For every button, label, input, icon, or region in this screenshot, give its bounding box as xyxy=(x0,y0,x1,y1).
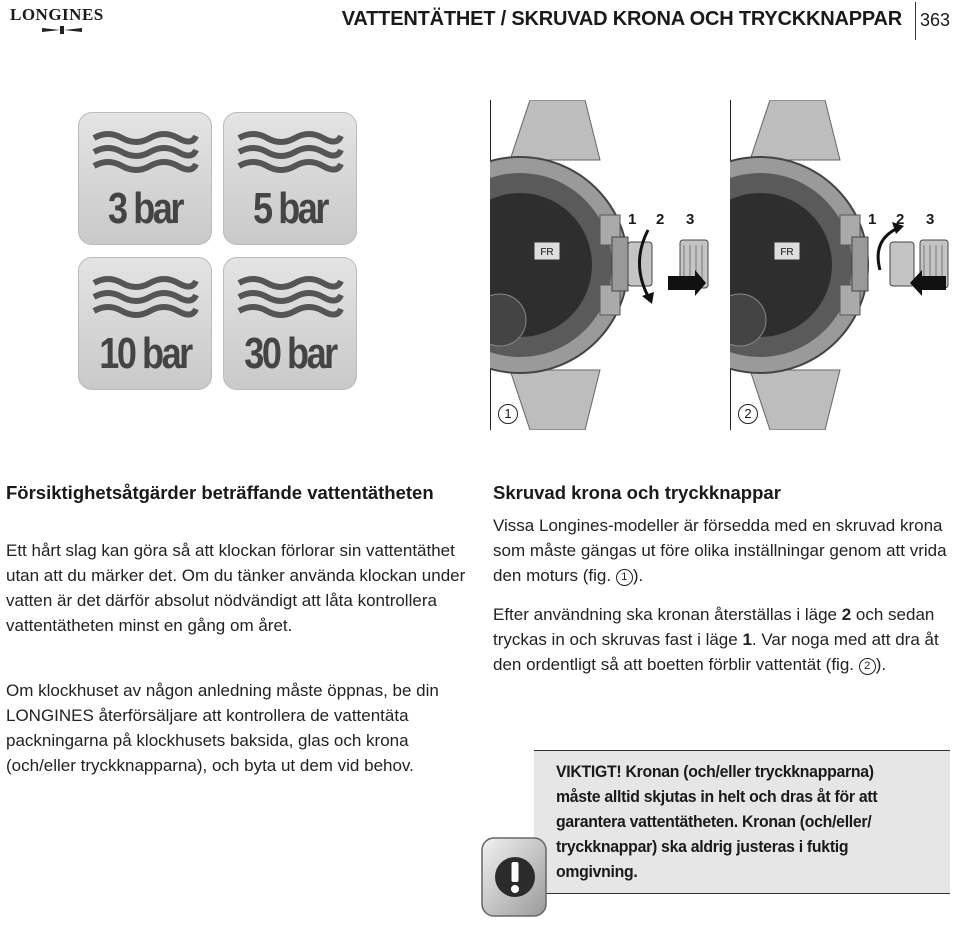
crown-heading: Skruvad krona och tryckknappar xyxy=(493,482,781,503)
figure-ref: 1 xyxy=(616,569,633,586)
position-label: 2 xyxy=(896,211,905,228)
header-divider xyxy=(915,2,916,40)
precautions-paragraph-2: Om klockhuset av någon anledning måste öppnas, be din LONGINES återförsäljare att kontrollera de vattentäta packningarna på klockhusets baksida, glas och krona (och/eller tryckknapparna), och byta ut dem vid behov. xyxy=(6,681,439,775)
wave-icon xyxy=(90,128,200,176)
tile-3-bar xyxy=(78,112,212,245)
winged-hourglass-icon xyxy=(40,25,84,35)
precautions-heading: Försiktighetsåtgärder beträffande vattentätheten xyxy=(6,482,434,503)
watch-illustration xyxy=(490,100,720,430)
position-label: 3 xyxy=(686,211,695,228)
wave-icon xyxy=(90,273,200,321)
brand-name: LONGINES xyxy=(10,5,104,24)
wave-icon xyxy=(235,128,345,176)
crown-paragraph-2: Efter användning ska kronan återställas i läge 2 och sedan tryckas in och skruvas fast i läge 1. Var noga med att dra åt den ordentligt så att boetten förblir vattentät (fig. 2 ). xyxy=(493,605,939,674)
tile-label: 10 bar xyxy=(99,329,191,378)
page-number: 363 xyxy=(920,10,951,30)
precautions-paragraph-1: Ett hårt slag kan göra så att klockan förlorar sin vattentäthet utan att du märker det. Om du tänker använda klockan under vatten är det därför absolut nödvändigt att låta kontrollera vattentätheten minst en gång om året. xyxy=(6,541,466,635)
tile-5-bar xyxy=(223,112,357,245)
figure-1 xyxy=(490,100,720,430)
brand-logo xyxy=(10,5,114,35)
dial-date: FR xyxy=(540,247,554,258)
position-label: 3 xyxy=(926,211,935,228)
tile-10-bar xyxy=(78,257,212,390)
position-label: 1 xyxy=(868,211,877,228)
figure-number: 2 xyxy=(738,404,758,424)
position-label: 2 xyxy=(656,211,665,228)
tile-label: 3 bar xyxy=(108,184,182,233)
tile-label: 30 bar xyxy=(244,329,336,378)
page-title: VATTENTÄTHET / SKRUVAD KRONA OCH TRYCKKNAPPAR xyxy=(341,8,902,30)
important-notice xyxy=(534,750,950,894)
figure-2 xyxy=(730,100,960,430)
crown-paragraph-1: Vissa Longines-modeller är försedda med en skruvad krona som måste gängas ut före olika inställningar genom att vrida den moturs (fig. 1 ). xyxy=(493,516,947,585)
position-label: 1 xyxy=(628,211,637,228)
watch-illustration xyxy=(730,100,960,430)
figure-number: 1 xyxy=(498,404,518,424)
wave-icon xyxy=(235,273,345,321)
water-resistance-tiles xyxy=(78,112,358,392)
tile-30-bar xyxy=(223,257,357,390)
notice-text: VIKTIGT! Kronan (och/eller tryckknapparna) måste alltid skjutas in helt och dras åt för att garantera vattentätheten. Kronan (och/eller/ tryckknappar) ska aldrig justeras i fuktig omgivning. xyxy=(556,762,878,881)
tile-label: 5 bar xyxy=(253,184,327,233)
figure-ref: 2 xyxy=(859,658,876,675)
dial-date: FR xyxy=(780,247,794,258)
warning-icon xyxy=(478,832,552,922)
